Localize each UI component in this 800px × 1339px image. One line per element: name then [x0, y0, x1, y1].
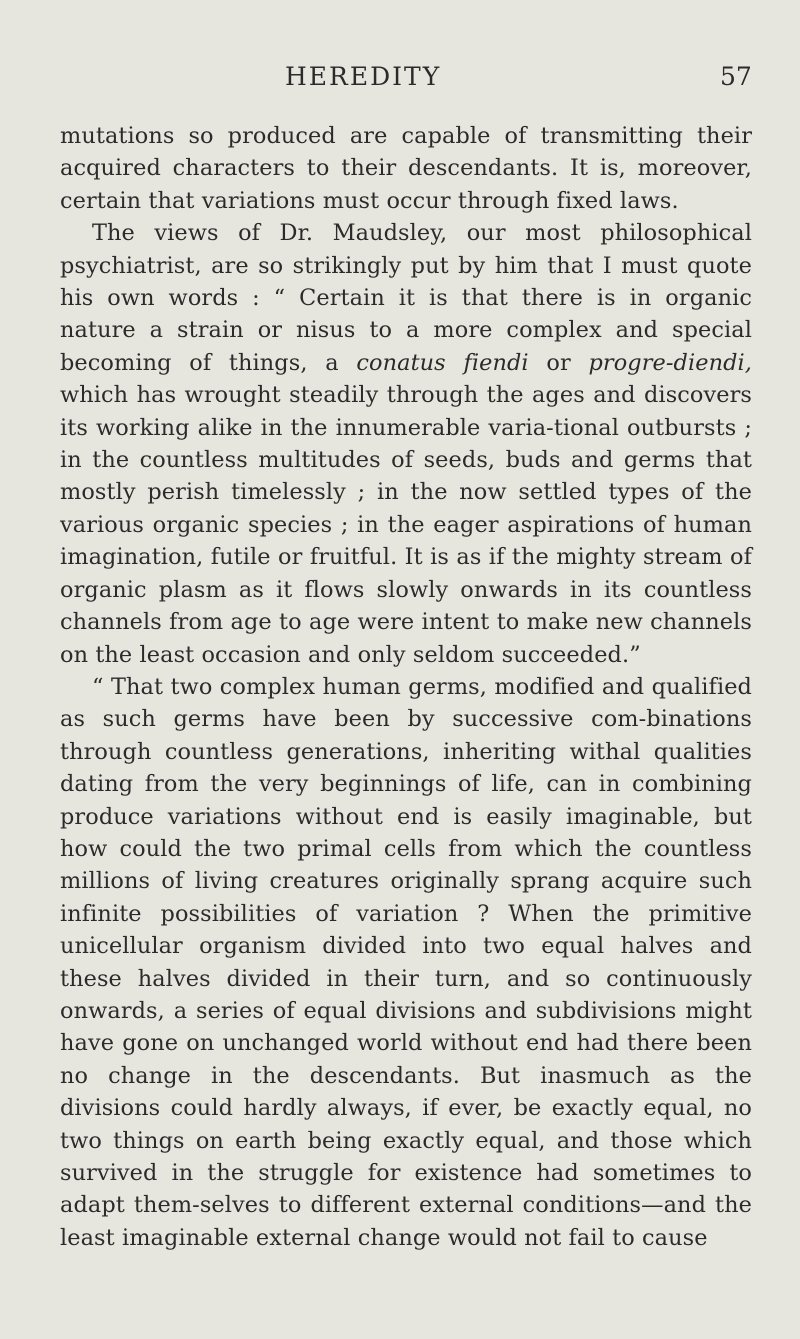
paragraph-3: “ That two complex human germs, modified and qualified as such germs have been by successive com-binations through countless generations, inheriting withal qualities dating from the very beginnings of life, can in combining produce variations without end is easily imaginable, but how could the two primal cells from which the countless millions of living creatures originally sprang acquire such infinite possibilities of variation ? When the primitive unicellular organism divided into two equal halves and these halves divided in their turn, and so continuously onwards, a series of equal divisions and subdivisions might have gone on unchanged world without end had there been no change in the descendants. But inasmuch as the divisions could hardly always, if ever, be exactly equal, no two things on earth being exactly equal, and those which survived in the struggle for existence had sometimes to adapt them-selves to different external conditions—and the least imaginable external change would not fail to cause — [60, 673, 752, 1251]
latin-phrase-conatus-fiendi: conatus fiendi — [356, 349, 529, 376]
running-title: HEREDITY — [285, 62, 442, 91]
paragraph-2-text-b: or — [528, 349, 589, 376]
paragraph-2-text-c: which has wrought steadily through the ages and discovers its working alike in the innumerable varia-tional outbursts ; in the countless multitudes of seeds, buds and germs that mostly perish timelessly ; in the now settled types of the various organic species ; in the eager aspirations of human imagination, futile or fruitful. It is as if the mighty stream of organic plasm as it flows slowly onwards in its countless channels from age to age were intent to make new channels on the least occasion and only seldom succeeded.” — [60, 382, 752, 668]
page-number: 57 — [720, 62, 752, 91]
paragraph-1: mutations so produced are capable of transmitting their acquired characters to their descendants. It is, moreover, certain that variations must occur through fixed laws. — [60, 123, 752, 214]
page-header — [0, 62, 800, 102]
paragraph-2 — [60, 217, 752, 671]
latin-phrase-progrediendi: progre-diendi, — [588, 349, 752, 376]
body-text — [60, 120, 752, 1254]
paragraph-2-text-a: The views of Dr. Maudsley, our most philosophical psychiatrist, are so strikingly put by him that I must quote his own words : “ Certain it is that there is in organic nature a strain or nisus to a more complex and special becoming of things, a — [60, 220, 752, 376]
